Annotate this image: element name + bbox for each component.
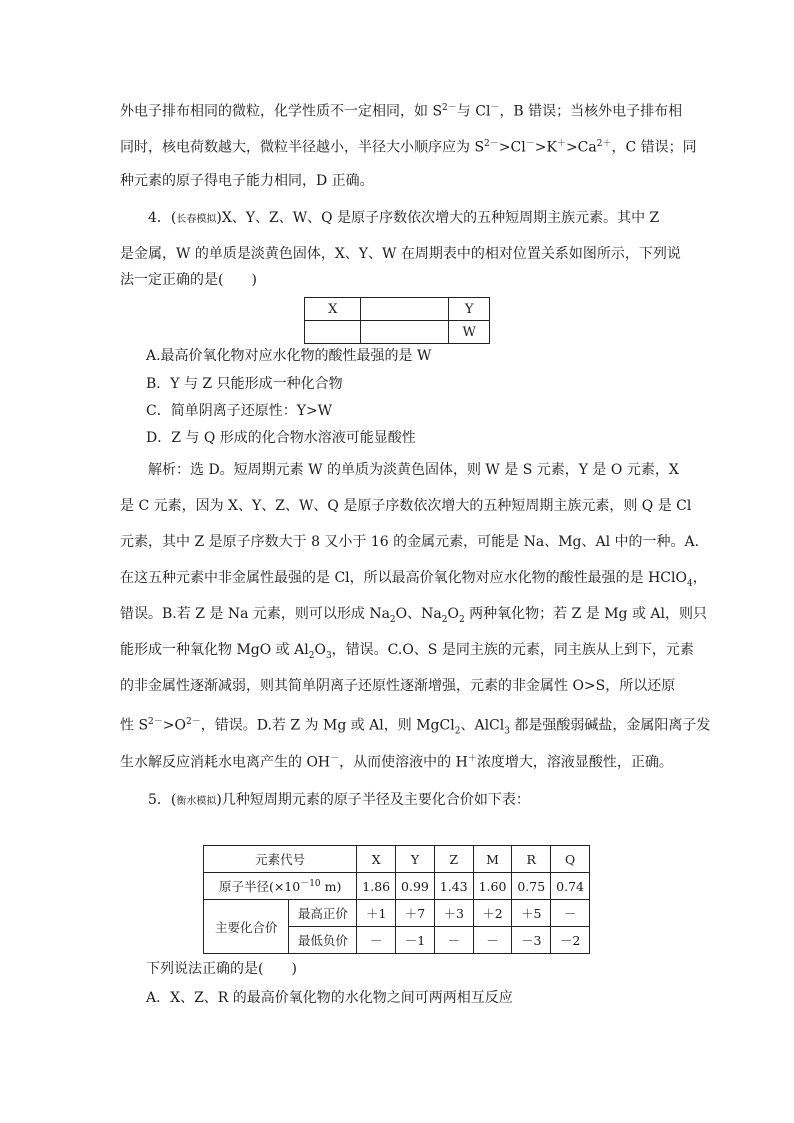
solution-line: 错误。B.若 Z 是 Na 元素，则可以形成 $Na_2O$、$Na_2O_2$ 两种氧化物；若 Z 是 Mg 或 Al，则只 bbox=[120, 606, 708, 625]
question-5-prompt: 下列说法正确的是( ) bbox=[146, 961, 297, 977]
table-header: X bbox=[357, 846, 396, 873]
table-header: Q bbox=[551, 846, 590, 873]
table-cell: － bbox=[551, 900, 590, 927]
table-cell: 0.74 bbox=[551, 873, 590, 900]
table-cell: ＋7 bbox=[396, 900, 435, 927]
option-a: A．X、Z、R 的最高价氧化物的水化物之间可两两相互反应 bbox=[146, 990, 513, 1006]
table-cell bbox=[361, 321, 449, 344]
table-header: 元素代号 bbox=[204, 846, 357, 873]
table-cell: Y bbox=[449, 298, 490, 321]
table-cell: 0.75 bbox=[512, 873, 551, 900]
table-cell: －1 bbox=[396, 927, 435, 954]
text-line: 同时，核电荷数越大，微粒半径越小，半径大小顺序应为 $S^{2-}>Cl^->K^+>Ca^{2+}$，C 错误；同 bbox=[120, 139, 697, 156]
table-cell: －2 bbox=[551, 927, 590, 954]
table-header: M bbox=[473, 846, 512, 873]
table-cell: ＋5 bbox=[512, 900, 551, 927]
row-label: 最高正价 bbox=[289, 900, 357, 927]
option-b: B．Y 与 Z 只能形成一种化合物 bbox=[146, 376, 343, 392]
table-cell: ＋1 bbox=[357, 900, 396, 927]
table-cell: － bbox=[357, 927, 396, 954]
table-cell: ＋3 bbox=[434, 900, 473, 927]
table-cell: ＋2 bbox=[473, 900, 512, 927]
periodic-position-table bbox=[304, 297, 490, 344]
source-tag: 衡水模拟 bbox=[176, 796, 217, 807]
question-5-stem: 5．(衡水模拟)几种短周期元素的原子半径及主要化合价如下表： bbox=[148, 792, 530, 808]
text-line: 外电子排布相同的微粒，化学性质不一定相同，如 $S^{2-}$与 Cl－，B 错误；当核外电子排布相 bbox=[120, 103, 683, 120]
option-a: A.最高价氧化物对应水化物的酸性最强的是 W bbox=[146, 348, 432, 364]
solution-line: 是 C 元素，因为 X、Y、Z、W、Q 是原子序数依次增大的五种短周期主族元素，则 Q 是 Cl bbox=[120, 498, 692, 514]
table-cell: W bbox=[449, 321, 490, 344]
table-header: Z bbox=[434, 846, 473, 873]
text-line: 种元素的原子得电子能力相同，D 正确。 bbox=[120, 173, 374, 189]
solution-line: 的非金属性逐渐减弱，则其简单阴离子还原性逐渐增强，元素的非金属性 O>S，所以还原 bbox=[120, 678, 676, 694]
solution-line: 元素，其中 Z 是原子序数大于 8 又小于 16 的金属元素，可能是 Na、Mg、Al 中的一种。A. bbox=[120, 534, 700, 550]
table-cell: 1.43 bbox=[434, 873, 473, 900]
table-cell: 0.99 bbox=[396, 873, 435, 900]
table-cell: －3 bbox=[512, 927, 551, 954]
solution-line: 在这五种元素中非金属性最强的是 Cl，所以最高价氧化物对应水化物的酸性最强的是 HClO$_4$， bbox=[120, 570, 707, 589]
element-properties-table bbox=[203, 845, 590, 954]
table-header: Y bbox=[396, 846, 435, 873]
row-label: 主要化合价 bbox=[204, 900, 289, 954]
solution-line: 生水解反应消耗水电离产生的 OH－，从而使溶液中的 H＋浓度增大，溶液显酸性，正确。 bbox=[120, 754, 673, 771]
solution-line: 能形成一种氧化物 MgO 或 $Al_2O_3$，错误。C.O、S 是同主族的元素，同主族从上到下，元素 bbox=[120, 642, 694, 661]
table-cell: － bbox=[473, 927, 512, 954]
solution-line: 解析：选 D。短周期元素 W 的单质为淡黄色固体，则 W 是 S 元素，Y 是 O 元素，X bbox=[148, 462, 679, 478]
option-d: D．Z 与 Q 形成的化合物水溶液可能显酸性 bbox=[146, 430, 416, 446]
row-label: 原子半径($\times 10^{-10}$ m) bbox=[204, 873, 357, 900]
option-c: C．简单阴离子还原性：Y>W bbox=[146, 403, 333, 419]
text-line: 是金属，W 的单质是淡黄色固体，X、Y、W 在周期表中的相对位置关系如图所示，下列说 bbox=[120, 246, 681, 262]
table-cell: 1.86 bbox=[357, 873, 396, 900]
table-header: R bbox=[512, 846, 551, 873]
table-cell: － bbox=[434, 927, 473, 954]
text-line: 法一定正确的是( ) bbox=[120, 272, 257, 288]
table-cell bbox=[361, 298, 449, 321]
question-4-stem: 4．(长春模拟)X、Y、Z、W、Q 是原子序数依次增大的五种短周期主族元素。其中 Z bbox=[148, 210, 660, 226]
solution-line: 性 $S^{2-}>O^{2-}$，错误。D.若 Z 为 Mg 或 Al，则 MgCl$_2$、AlCl$_3$ 都是强酸弱碱盐，金属阳离子发 bbox=[120, 717, 711, 737]
table-cell: X bbox=[305, 298, 361, 321]
table-cell: 1.60 bbox=[473, 873, 512, 900]
source-tag: 长春模拟 bbox=[176, 214, 217, 225]
table-cell bbox=[305, 321, 361, 344]
row-label: 最低负价 bbox=[289, 927, 357, 954]
